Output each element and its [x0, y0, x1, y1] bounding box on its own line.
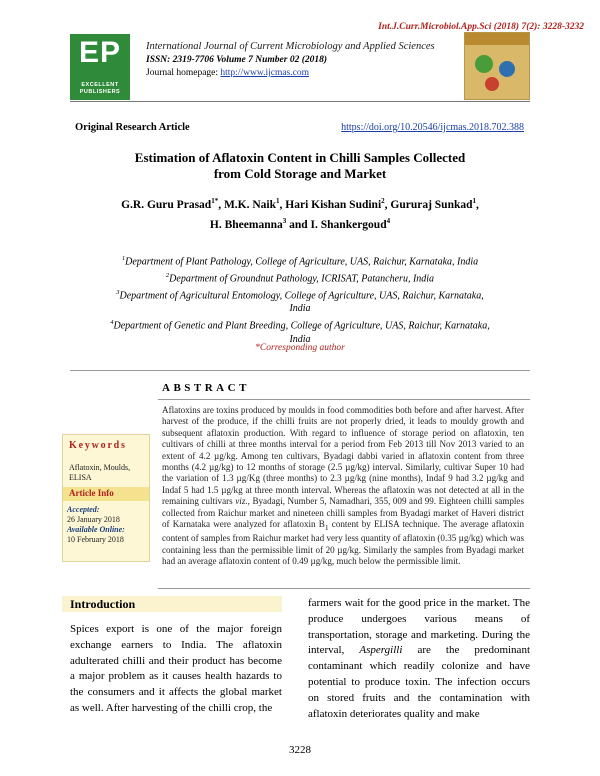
accepted-date: 26 January 2018: [67, 515, 120, 524]
affiliation-sup: 1: [121, 255, 126, 262]
keywords-list: Aflatoxin, Moulds, ELISA: [69, 463, 131, 482]
author-name: Gururaj Sunkad: [390, 198, 473, 211]
article-dates: [67, 505, 147, 545]
abstract-italic: viz.,: [235, 496, 250, 507]
title-line: from Cold Storage and Market: [213, 166, 387, 181]
author-sup: 3: [282, 216, 287, 225]
author-sup: 4: [386, 216, 391, 225]
body-text: are the predominant contaminant which readily colonize and have potential to produce toxin. The infection occurs on stored fruits and the contamination with aflatoxin deteriorates quality and make: [308, 644, 530, 720]
author-sep: ,: [384, 198, 391, 211]
affiliation-text: Department of Agricultural Entomology, College of Agriculture, UAS, Raichur, Karnataka, India: [119, 289, 484, 315]
title-line: Estimation of Aflatoxin Content in Chilli Samples Collected: [134, 150, 466, 165]
article-info-bar: [63, 487, 149, 501]
introduction-heading: Introduction: [70, 597, 136, 611]
cover-decoration: [499, 61, 515, 77]
author-name: Hari Kishan Sudini: [285, 198, 382, 211]
body-column-left: Spices export is one of the major foreign exchange earners to India. The aflatoxin adulterated chilli and their product has become a major problem as it causes health hazards to the consumers and it affects the global market as well. After harvesting of the chilli crop, the: [70, 623, 282, 714]
online-label: Available Online:: [67, 525, 125, 534]
author: [224, 199, 285, 211]
homepage-label: Journal homepage:: [146, 68, 221, 78]
author-sup: 1: [472, 197, 477, 205]
author-sup: 2: [381, 197, 385, 205]
affiliation: [80, 252, 520, 269]
author: [121, 199, 224, 211]
affiliation-text: Department of Genetic and Plant Breeding, College of Agriculture, UAS, Raichur, Karnataka, India: [113, 320, 490, 345]
affiliation-sup: 3: [116, 288, 120, 296]
journal-name: International Journal of Current Microbiology and Applied Sciences: [146, 41, 435, 52]
affiliation: [80, 269, 520, 286]
author-sep: ,: [218, 198, 224, 211]
author-sep: ,: [476, 198, 479, 211]
author-list: [80, 193, 520, 233]
abstract-divider: [158, 399, 530, 400]
cover-band: [465, 33, 529, 45]
doi-link[interactable]: https://doi.org/10.20546/ijcmas.2018.702.388: [341, 122, 524, 133]
cover-decoration: [475, 55, 493, 73]
author: [209, 216, 311, 231]
affiliation: [80, 316, 520, 346]
article-type: Original Research Article: [75, 122, 190, 133]
affiliation-text: Department of Plant Pathology, College of Agriculture, UAS, Raichur, Karnataka, India: [125, 256, 479, 268]
author: [390, 199, 479, 211]
homepage-link[interactable]: http://www.ijcmas.com: [220, 68, 309, 78]
journal-cover-image: [464, 32, 530, 100]
article-info-heading: Article Info: [69, 488, 114, 498]
journal-info: [146, 40, 461, 80]
publisher-logo: [70, 34, 130, 100]
page-number: 3228: [289, 744, 311, 756]
corresponding-author-note: *Corresponding author: [255, 343, 345, 353]
body-text: farmers wait for the good price in the market. The produce undergoes various means of transportation, storage and marketing. During the interval,: [308, 597, 530, 657]
keywords-heading: Keywords: [69, 440, 127, 451]
author-sep: ,: [279, 198, 286, 211]
abstract-divider: [158, 588, 530, 589]
author-sup: 1: [276, 197, 280, 205]
logo-text: [70, 82, 130, 96]
author-name: H. Bheemanna: [209, 218, 283, 231]
affiliation: [80, 286, 520, 316]
logo-line1: EXCELLENT: [81, 82, 119, 88]
affiliation-list: [80, 252, 520, 346]
author-name: I. Shankergoud: [310, 218, 387, 231]
affiliation-sup: 4: [110, 318, 114, 326]
author: [285, 199, 390, 211]
journal-homepage: [146, 67, 461, 80]
author-name: G.R. Guru Prasad: [121, 198, 212, 211]
accepted-label: Accepted:: [67, 505, 100, 514]
author-name: M.K. Naik: [223, 198, 277, 211]
author: [310, 216, 391, 231]
body-column-right: [308, 596, 530, 722]
article-info-box: [62, 434, 150, 562]
logo-line2: PUBLISHERS: [79, 89, 121, 95]
issn-line: ISSN: 2319-7706 Volume 7 Number 02 (2018): [146, 55, 328, 65]
logo-letters: EP: [78, 36, 122, 69]
affiliation-text: Department of Groundnut Pathology, ICRISAT, Patancheru, India: [169, 273, 435, 285]
body-italic: Aspergilli: [359, 644, 403, 657]
paper-title: [80, 150, 520, 182]
cover-decoration: [485, 77, 499, 91]
abstract-part: Aflatoxins are toxins produced by moulds in food commodities both before and after harvest. After harvest of the produce, if the chilli fruits are not properly dried, it leads to mouldy growth and subsequent aflatoxin production. With regard to influence of storage period on aflatoxin, ten cultivars of chilli at three months interval for a period from Feb 2013 till Nov 2013 varied to an extent of 4.2 µg/kg. Among ten cultivars, Byadagi dabbi varied in aflatoxin content from three months (4.2 µg/kg) to 12 months of storage (2.5 µg/kg) interval. Similarly, cultivar Super 10 had the variation of 1.3 µg/Kg (three months) to 2.3 µg/kg (nine months), Indaf 9 had 3.2 µg/kg and Indaf 5 had 1.5 µg/kg at three month interval. Whereas the aflatoxin was not detected at all in the remaining cultivars: [162, 405, 524, 507]
author-sup: 1*: [211, 197, 219, 205]
journal-citation: Int.J.Curr.Microbiol.App.Sci (2018) 7(2): 3228-3232: [378, 22, 584, 32]
online-date: 10 February 2018: [67, 535, 124, 544]
abstract-heading: ABSTRACT: [162, 382, 250, 394]
abstract-text: [162, 405, 524, 568]
abstract-part: Byadagi, Number 5, Namadhari, 355, 009 and 99. Eighteen chilli samples collected from Raichur market and nineteen chilli samples from Byadagi market of Haveri district of Karnataka were analyzed for aflatoxin B: [162, 496, 524, 530]
section-divider: [70, 370, 530, 371]
abstract-part: content by ELISA technique. The average aflatoxin content of samples from Raichur market had very less quantity of aflatoxin (0.35 µg/kg) which was containing less than the permissible limit of 20 µg/kg. Similarly the samples from Byadagi market had an average aflatoxin content of 0.49 µg/kg, much below the permissible limit.: [162, 519, 524, 567]
affiliation-sup: 2: [165, 271, 170, 279]
abstract-subscript: 1: [324, 522, 329, 532]
author-sep: and: [286, 218, 311, 231]
header-divider: [70, 101, 530, 102]
